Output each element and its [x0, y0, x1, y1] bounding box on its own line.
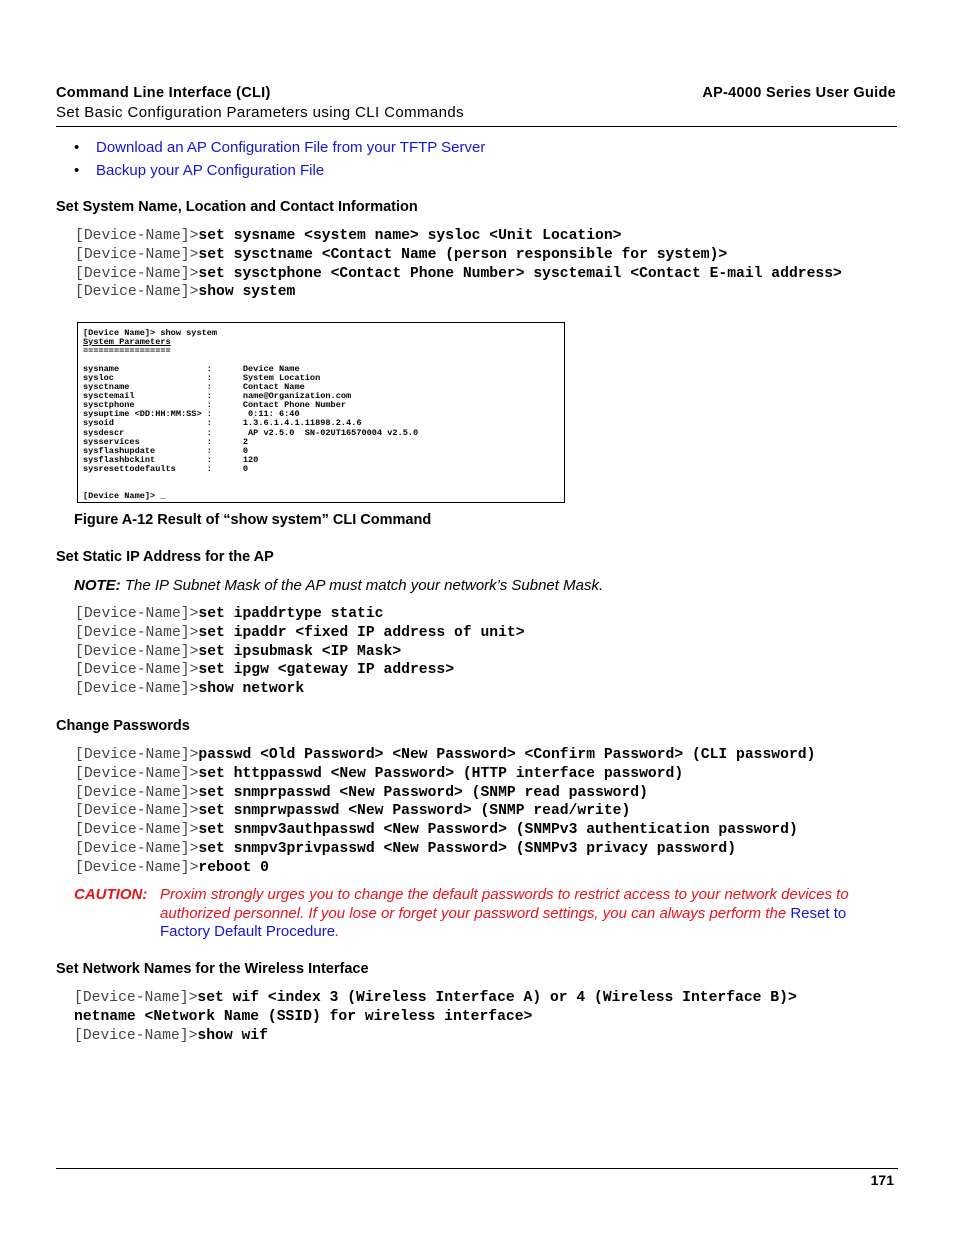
- cli-command: set ipaddr <fixed IP address of unit>: [198, 624, 525, 641]
- system-commands: [75, 227, 842, 302]
- cli-prompt: [Device-Name]>: [75, 784, 199, 801]
- link-list: [74, 138, 485, 184]
- bullet-icon: •: [74, 139, 80, 156]
- terminal-output: [83, 329, 418, 501]
- system-info-heading: Set System Name, Location and Contact Information: [56, 199, 418, 215]
- terminal-line: [Device Name]> _: [83, 490, 166, 501]
- caution-text: [160, 886, 884, 942]
- backup-config-link[interactable]: Backup your AP Configuration File: [96, 162, 325, 179]
- terminal-line: sysuptime <DD:HH:MM:SS> : 0:11: 6:40: [83, 409, 300, 420]
- caution-label: CAUTION:: [74, 886, 148, 903]
- cli-command-cont: netname <Network Name (SSID) for wireless interface>: [74, 1008, 533, 1025]
- terminal-line: sysname : Device Name: [83, 364, 300, 375]
- cli-prompt: [Device-Name]>: [75, 662, 199, 679]
- footer-rule: [56, 1168, 898, 1169]
- wireless-names-heading: Set Network Names for the Wireless Interface: [56, 961, 369, 977]
- download-config-link[interactable]: Download an AP Configuration File from your TFTP Server: [96, 139, 486, 156]
- cli-prompt: [Device-Name]>: [75, 265, 199, 282]
- terminal-line: sysdescr : AP v2.5.0 SN-02UT16570004 v2.5.0: [83, 427, 419, 438]
- cli-prompt: [Device-Name]>: [75, 284, 199, 301]
- cli-command: set wif <index 3 (Wireless Interface A) or 4 (Wireless Interface B)>: [197, 990, 797, 1006]
- terminal-line: sysctname : Contact Name: [83, 382, 305, 393]
- note-text: The IP Subnet Mask of the AP must match your network’s Subnet Mask.: [124, 577, 604, 594]
- terminal-line: sysloc : System Location: [83, 373, 321, 384]
- cli-prompt: [Device-Name]>: [75, 246, 199, 263]
- terminal-line: =================: [83, 346, 171, 357]
- figure-caption: Figure A-12 Result of “show system” CLI Command: [74, 512, 432, 528]
- wireless-commands: [74, 989, 797, 1045]
- cli-prompt: [Device-Name]>: [75, 803, 199, 820]
- cli-command: show system: [198, 284, 296, 301]
- cli-prompt: [Device-Name]>: [75, 747, 199, 763]
- list-item: [74, 161, 485, 184]
- cli-prompt: [Device-Name]>: [75, 624, 199, 641]
- passwords-heading: Change Passwords: [56, 718, 190, 734]
- cli-command: show wif: [197, 1027, 268, 1044]
- cli-prompt: [Device-Name]>: [74, 990, 198, 1006]
- caution-body: Proxim strongly urges you to change the default passwords to restrict access to your network devices to authorized personnel. If you lose or forget your password settings, you can always perform the: [160, 886, 849, 922]
- cli-command: set ipsubmask <IP Mask>: [198, 643, 402, 660]
- cli-command: passwd <Old Password> <New Password> <Confirm Password> (CLI password): [198, 747, 816, 763]
- cli-prompt: [Device-Name]>: [74, 1027, 198, 1044]
- terminal-screenshot: [77, 322, 565, 503]
- cli-command: set sysctphone <Contact Phone Number> sysctemail <Contact E-mail address>: [198, 265, 842, 282]
- note: [74, 577, 603, 594]
- cli-prompt: [Device-Name]>: [75, 228, 199, 244]
- bullet-icon: •: [74, 162, 80, 179]
- terminal-line: sysflashbckint : 120: [83, 454, 259, 465]
- section-subtitle: Set Basic Configuration Parameters using CLI Commands: [56, 104, 465, 121]
- cli-command: set ipgw <gateway IP address>: [198, 662, 455, 679]
- caution-end: .: [335, 923, 340, 940]
- cli-prompt: [Device-Name]>: [75, 840, 199, 857]
- note-label: NOTE:: [74, 577, 121, 594]
- password-commands: [75, 746, 815, 878]
- reset-factory-default-link[interactable]: Reset to Factory Default Procedure: [160, 904, 847, 940]
- header-rule: [56, 126, 897, 127]
- cli-prompt: [Device-Name]>: [75, 765, 199, 782]
- cli-command: set snmprpasswd <New Password> (SNMP read password): [198, 784, 648, 801]
- terminal-line: [Device Name]> show system: [83, 328, 218, 338]
- cli-command: set sysctname <Contact Name (person responsible for system)>: [198, 246, 728, 263]
- terminal-line: sysctemail : name@Organization.com: [83, 391, 352, 402]
- cli-prompt: [Device-Name]>: [75, 643, 199, 660]
- terminal-line: sysctphone : Contact Phone Number: [83, 400, 347, 411]
- cli-command: set snmpv3authpasswd <New Password> (SNMPv3 authentication password): [198, 822, 798, 839]
- cli-command: reboot 0: [198, 859, 269, 876]
- terminal-line: sysresettodefaults : 0: [83, 463, 249, 474]
- terminal-line: sysflashupdate : 0: [83, 445, 249, 456]
- guide-title: AP-4000 Series User Guide: [702, 85, 896, 101]
- cli-prompt: [Device-Name]>: [75, 822, 199, 839]
- terminal-line: System Parameters: [83, 337, 171, 348]
- cli-prompt: [Device-Name]>: [75, 606, 199, 622]
- terminal-line: sysservices : 2: [83, 436, 249, 447]
- chapter-title: Command Line Interface (CLI): [56, 85, 271, 101]
- cli-prompt: [Device-Name]>: [75, 859, 199, 876]
- cli-command: set snmpv3privpasswd <New Password> (SNMPv3 privacy password): [198, 840, 737, 857]
- static-ip-heading: Set Static IP Address for the AP: [56, 549, 274, 565]
- cli-command: set sysname <system name> sysloc <Unit Location>: [198, 228, 622, 244]
- cli-command: set snmprwpasswd <New Password> (SNMP read/write): [198, 803, 631, 820]
- terminal-line: sysoid : 1.3.6.1.4.1.11898.2.4.6: [83, 418, 362, 429]
- cli-prompt: [Device-Name]>: [75, 681, 199, 698]
- page-number: 171: [870, 1172, 894, 1188]
- ip-commands: [75, 605, 525, 699]
- list-item: [74, 138, 485, 161]
- cli-command: show network: [198, 681, 305, 698]
- cli-command: set ipaddrtype static: [198, 606, 384, 622]
- cli-command: set httppasswd <New Password> (HTTP interface password): [198, 765, 684, 782]
